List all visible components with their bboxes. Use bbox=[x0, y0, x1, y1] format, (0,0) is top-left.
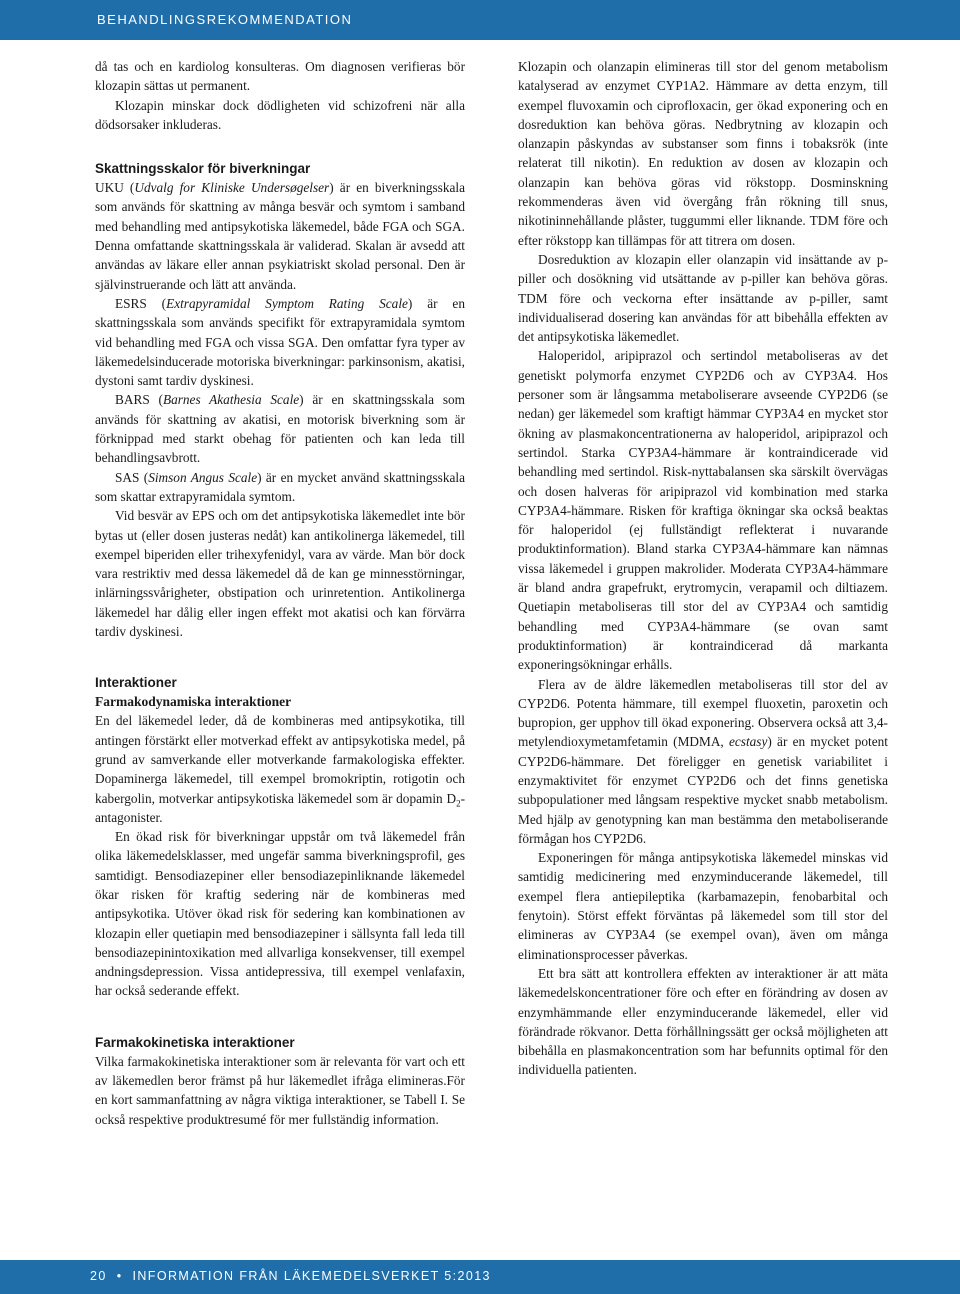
page-number: 20 bbox=[90, 1269, 107, 1283]
subheading-farmakokinetiska: Farmakokinetiska interaktioner bbox=[95, 1034, 295, 1050]
heading-skattningsskalor: Skattningsskalor för biverkningar bbox=[95, 161, 311, 177]
paragraph: Dosreduktion av klozapin eller olanzapin vid insättande av p-piller och dosökning vid utsättande av p-piller kan behöva göras. TDM före och veckorna efter insättande av p-piller, samt individualiserad dosering kan användas för att bibehålla effekten av det antipsykotiska läkemedlet. bbox=[518, 251, 888, 345]
separator-dot: • bbox=[116, 1269, 123, 1283]
paragraph-farmakodynamik-1: En del läkemedel leder, då de kombineras med antipsykotika, till antingen förstärkt eller motverkad effekt av antipsykotiska medel, på grund av samverkande eller motverkande farmakologiska effekter. Dopaminerga läkemedel, till exempel bromokriptin, rotigotin och kabergolin, motverkar antipsykotiska läkemedel som är dopamin $D_2$-antagonister. bbox=[95, 713, 465, 825]
paragraph: Haloperidol, aripiprazol och sertindol metaboliseras av det genetiskt polymorfa enzymet CYP2D6 och av CYP3A4. Hos personer som är långsamma metaboliserare avseende CYP2D6 (se nedan) ger läkemedel som kraftigt hämmar CYP3A4 en mycket stor ökning av plasmakoncentrationerna av haloperidol, aripiprazol och sertindol. Starka CYP3A4-hämmare är kontraindicerade vid behandling med sertindol. Risk-nyttabalansen ska särskilt övervägas och dosen halveras för aripiprazol vid kombination med starka CYP3A4-hämmare. Risken för kraftiga ökningar ska också beaktas för haloperidol (ej fullständigt reflekterat i nuvarande produktinformation). Bland starka CYP3A4-hämmare kan nämnas vissa läkemedel i gruppen makrolider. Moderata CYP3A4-hämmare är bland andra grapefrukt, erytromycin, verapamil och diltiazem. Quetiapin metaboliseras till stor del av CYP3A4 och samtidig behandling med CYP3A4-hämmare (se ovan samt produktinformation) är kontraindicerad då markanta exponeringsökningar erhålls. bbox=[518, 348, 888, 673]
footer-bar bbox=[0, 1260, 960, 1294]
subheading-farmakodynamiska: Farmakodynamiska interaktioner bbox=[95, 694, 292, 710]
paragraph: Flera av de äldre läkemedlen metaboliseras till stor del av CYP2D6. Potenta hämmare, till exempel fluoxetin, paroxetin och bupropion, ger upphov till ökad exponering. Observera också att 3,4-metylendioxymetamfetamin (MDMA, ecstasy) är en mycket potent CYP2D6-hämmare. Det föreligger en genetisk variabilitet i enzymaktivitet för enzymet CYP2D6 och det finns genetiska subpopulationer med långsam respektive mycket snabb metabolism. Med hjälp av genotypning kan man bestämma den metaboliserande förmågan hos CYP2D6. bbox=[518, 676, 888, 846]
publication-title: INFORMATION FRÅN LÄKEMEDELSVERKET 5:2013 bbox=[132, 1269, 491, 1283]
paragraph-sas: SAS (Simson Angus Scale) är en mycket använd skattningsskala som skattar extrapyramidala symtom. bbox=[95, 469, 465, 504]
paragraph-uku: UKU (Udvalg for Kliniske Undersøgelser) är en biverkningsskala som används för skattning av många besvär och symtom i samband med behandling med antipsykotiska läkemedel, både FGA och SGA. Denna omfattande skattningsskala är validerad. Skalan är avsedd att användas av läkare eller annan psykiatriskt skolad personal. Den är självinstruerande och lätt att använda. bbox=[95, 180, 466, 292]
heading-interaktioner: Interaktioner bbox=[95, 675, 177, 691]
paragraph: Klozapin och olanzapin elimineras till stor del genom metabolism katalyserad av enzymet CYP1A2. Hämmare av detta enzym, till exempel fluvoxamin och ciprofloxacin, ger ökad exponering och en dosreduktion kan behöva göras. Nedbrytning av klozapin och olanzapin påskyndas av substanser som finns i tobaksrök (inte relaterat till nikotin). En reduktion av dosen av klozapin och olanzapin kan behöva göras vid rökstopp. Dosminskning rekommenderas även vid övergång från rökning till snus, nikotininnehållande plåster, tuggummi eller liknande. TDM före och efter rökstopp kan tillämpas för att titrera om dosen. bbox=[518, 59, 888, 248]
paragraph: Ett bra sätt att kontrollera effekten av interaktioner är att mäta läkemedelskoncentrationer före och efter en förändring av dosen av enzymhämmande eller enzyminducerande läkemedel, eller vid förändrade rökvanor. Detta förhållningssätt ger också möjligheten att bibehålla en plasmakoncentration som har befunnits optimal för den individuella patienten. bbox=[518, 965, 888, 1078]
footer-text bbox=[90, 1269, 491, 1283]
section-title: BEHANDLINGSREKOMMENDATION bbox=[97, 12, 353, 27]
left-column bbox=[95, 57, 465, 1129]
paragraph: då tas och en kardiolog konsulteras. Om diagnosen verifieras bör klozapin sättas ut permanent. bbox=[95, 59, 465, 94]
right-column bbox=[518, 57, 888, 1080]
paragraph-farmakodynamik-2: En ökad risk för biverkningar uppstår om två läkemedel från olika läkemedelsklasser, med ungefär samma biverkningsprofil, ges samtidigt. Bensodiazepiner eller bensodiazepinliknande läkemedel ökar risken för kraftig sedering när de kombineras med antipsykotika. Utöver ökad risk för sedering kan kombinationen av klozapin eller quetiapin med bensodiazepiner i sällsynta fall leda till bensodiazepinintoxikation med allvarliga konsekvenser, till exempel andningsdepression. Vissa antidepressiva, till exempel venlafaxin, har också sederande effekt. bbox=[95, 829, 465, 999]
paragraph-bars: BARS (Barnes Akathesia Scale) är en skattningsskala som används för skattning av akatisi, en motorisk biverkning som är förknippad med starkt obehag för patienten och kan leda till behandlingsavbrott. bbox=[95, 392, 465, 466]
header-bar bbox=[0, 0, 960, 40]
paragraph-farmakokinetik-1: Vilka farmakokinetiska interaktioner som är relevanta för vart och ett av läkemedlen beror främst på hur läkemedlet ifråga elimineras.För en kort sammanfattning av några viktiga interaktioner, se Tabell I. Se också respektive produktresumé för mer fullständig information. bbox=[95, 1053, 465, 1127]
paragraph: Exponeringen för många antipsykotiska läkemedel minskas vid samtidig medicinering med enzyminducerande läkemedel, till exempel flera antiepileptika (karbamazepin, fenobarbital och fenytoin). Störst effekt förväntas på läkemedel som till stor del elimineras av CYP3A4 (se exempel ovan), även om många eliminationsprocesser påverkas. bbox=[518, 850, 888, 962]
paragraph: Klozapin minskar dock dödligheten vid schizofreni när alla dödsorsaker inkluderas. bbox=[95, 97, 465, 132]
paragraph-esrs: ESRS (Extrapyramidal Symptom Rating Scale) är en skattningsskala som används specifikt för extrapyramidala symtom vid behandling med FGA och vissa SGA. Den omfattar fyra typer av läkemedelsinducerade motoriska biverkningar: parkinsonism, akatisi, dystoni samt tardiv dyskinesi. bbox=[95, 295, 465, 389]
paragraph-eps: Vid besvär av EPS och om det antipsykotiska läkemedlet inte bör bytas ut (eller dosen justeras nedåt) kan antikolinerga läkemedel, till exempel biperiden eller trihexyfenidyl, vara av värde. Man bör dock vara restriktiv med dessa läkemedel då de kan ge minnesstörningar, inlärningssvårigheter, obstipation och urinretention. Antikolinerga läkemedel har dålig eller ingen effekt mot akatisi och kan förvärra tardiv dyskinesi. bbox=[95, 508, 465, 640]
